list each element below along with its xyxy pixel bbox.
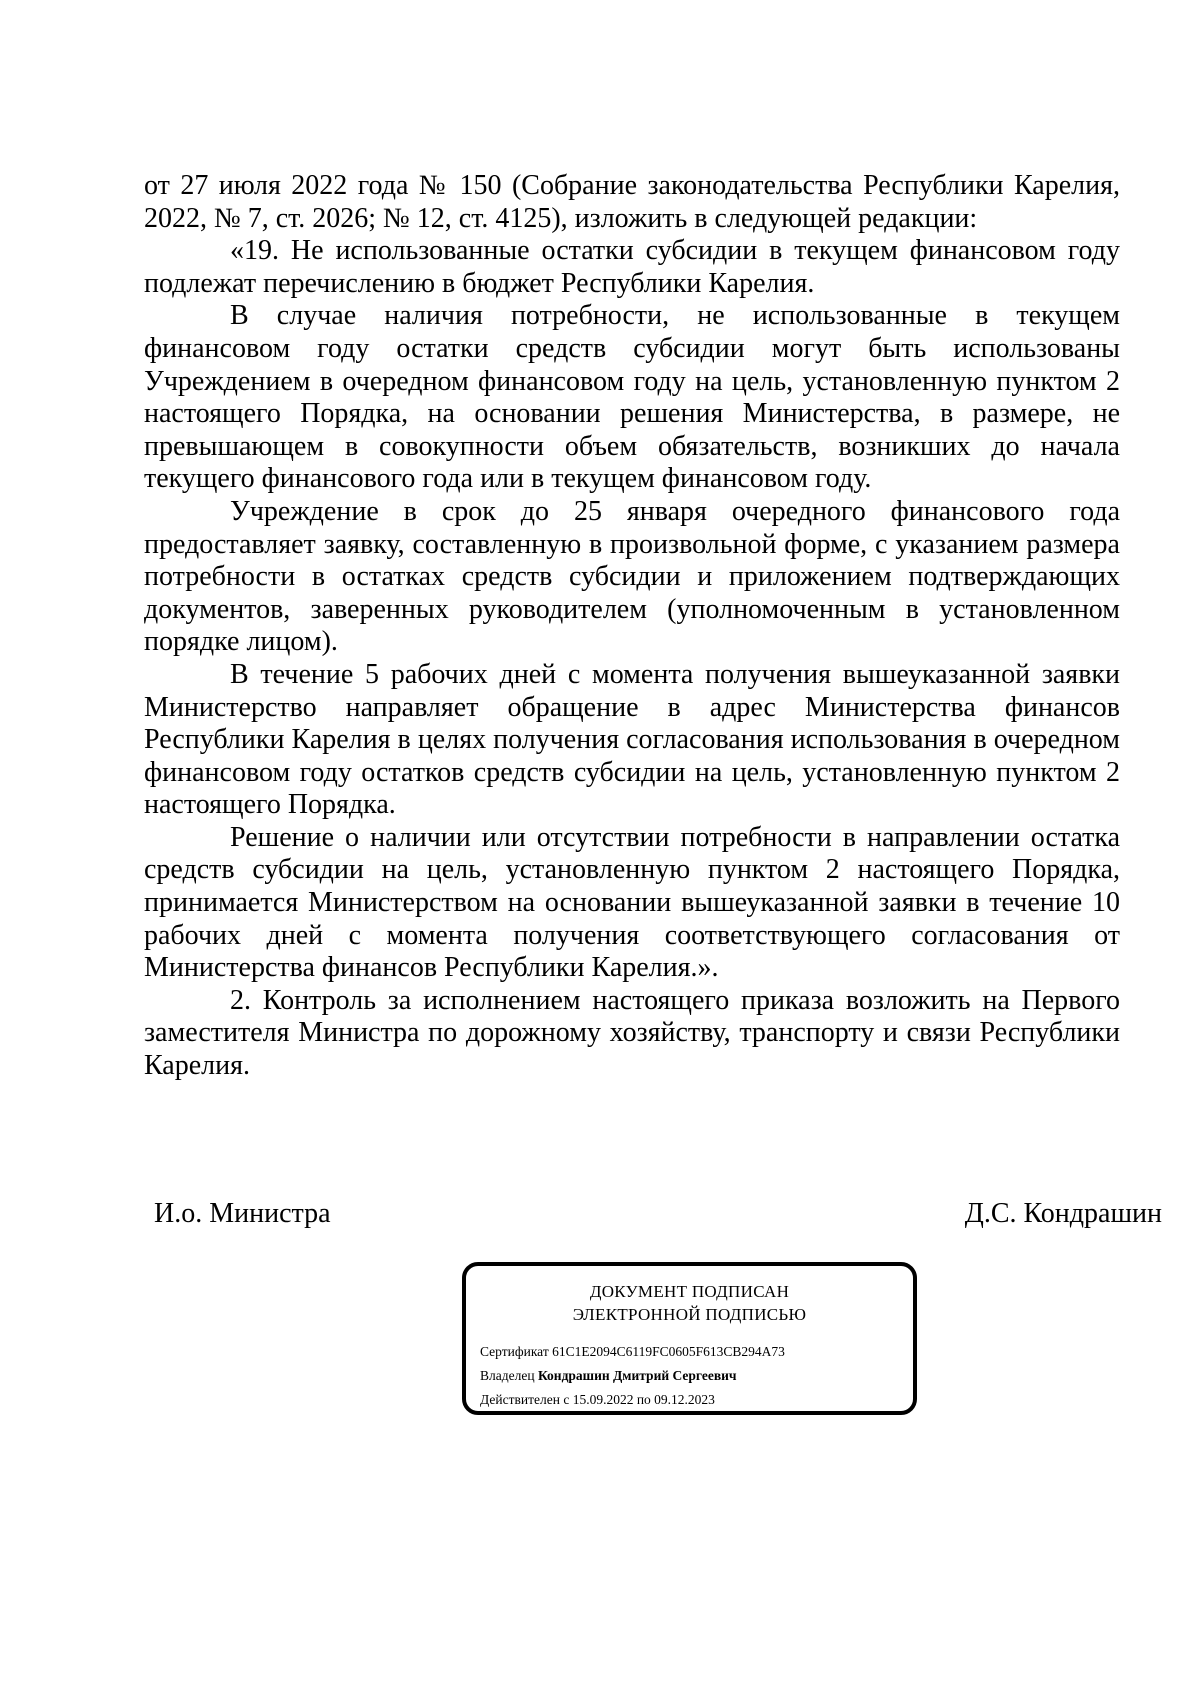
stamp-owner-line	[480, 1364, 785, 1388]
valid-prefix: Действителен	[480, 1392, 560, 1407]
signatory-name: Д.С. Кондрашин	[964, 1198, 1162, 1229]
paragraph-7: 2. Контроль за исполнением настоящего приказа возложить на Первого заместителя Министра по дорожному хозяйству, транспорту и связи Республики Карелия.	[144, 984, 1120, 1082]
certificate-value: 61C1E2094C6119FC0605F613CB294A73	[552, 1344, 785, 1359]
paragraph-1: от 27 июля 2022 года № 150 (Собрание законодательства Республики Карелия, 2022, № 7, ст. 2026; № 12, ст. 4125), изложить в следующей редакции:	[144, 170, 1120, 234]
stamp-validity-line	[480, 1388, 785, 1412]
document-body	[144, 170, 1120, 1083]
valid-to-date: 09.12.2023	[654, 1392, 715, 1407]
stamp-header	[466, 1280, 913, 1326]
stamp-header-line-2: ЭЛЕКТРОННОЙ ПОДПИСЬЮ	[572, 1305, 807, 1324]
paragraph-5: В течение 5 рабочих дней с момента получения вышеуказанной заявки Министерство направляет обращение в адрес Министерства финансов Республики Карелия в целях получения согласования использования в очередном финансовом году остатков средств субсидии на цель, установленную пунктом 2 настоящего Порядка.	[144, 658, 1120, 821]
stamp-header-line-1: ДОКУМЕНТ ПОДПИСАН	[589, 1282, 790, 1301]
stamp-certificate-line	[480, 1340, 785, 1364]
valid-from-label: с	[563, 1392, 570, 1407]
paragraph-4: Учреждение в срок до 25 января очередного финансового года предоставляет заявку, составленную в произвольной форме, с указанием размера потребности в остатках средств субсидии и приложением подтверждающих документов, заверенных руководителем (уполномоченным в установленном порядке лицом).	[144, 495, 1120, 658]
paragraph-2: «19. Не использованные остатки субсидии в текущем финансовом году подлежат перечислению в бюджет Республики Карелия.	[144, 235, 1120, 299]
valid-to-label: по	[636, 1392, 651, 1407]
owner-value: Кондрашин Дмитрий Сергеевич	[537, 1368, 737, 1383]
valid-from-date: 15.09.2022	[572, 1392, 634, 1407]
electronic-signature-stamp	[462, 1262, 917, 1415]
paragraph-3: В случае наличия потребности, не использованные в текущем финансовом году остатки средств субсидии могут быть использованы Учреждением в очередном финансовом году на цель, установленную пунктом 2 настоящего Порядка, на основании решения Министерства, в размере, не превышающем в совокупности объем обязательств, возникших до начала текущего финансового года или в текущем финансовом году.	[144, 300, 1120, 495]
stamp-details	[480, 1340, 785, 1412]
certificate-label: Сертификат	[480, 1344, 549, 1359]
owner-label: Владелец	[480, 1368, 535, 1383]
paragraph-6: Решение о наличии или отсутствии потребности в направлении остатка средств субсидии на цель, установленную пунктом 2 настоящего Порядка, принимается Министерством на основании вышеуказанной заявки в течение 10 рабочих дней с момента получения соответствующего согласования от Министерства финансов Республики Карелия.».	[144, 821, 1120, 984]
signatory-role: И.о. Министра	[154, 1198, 331, 1229]
